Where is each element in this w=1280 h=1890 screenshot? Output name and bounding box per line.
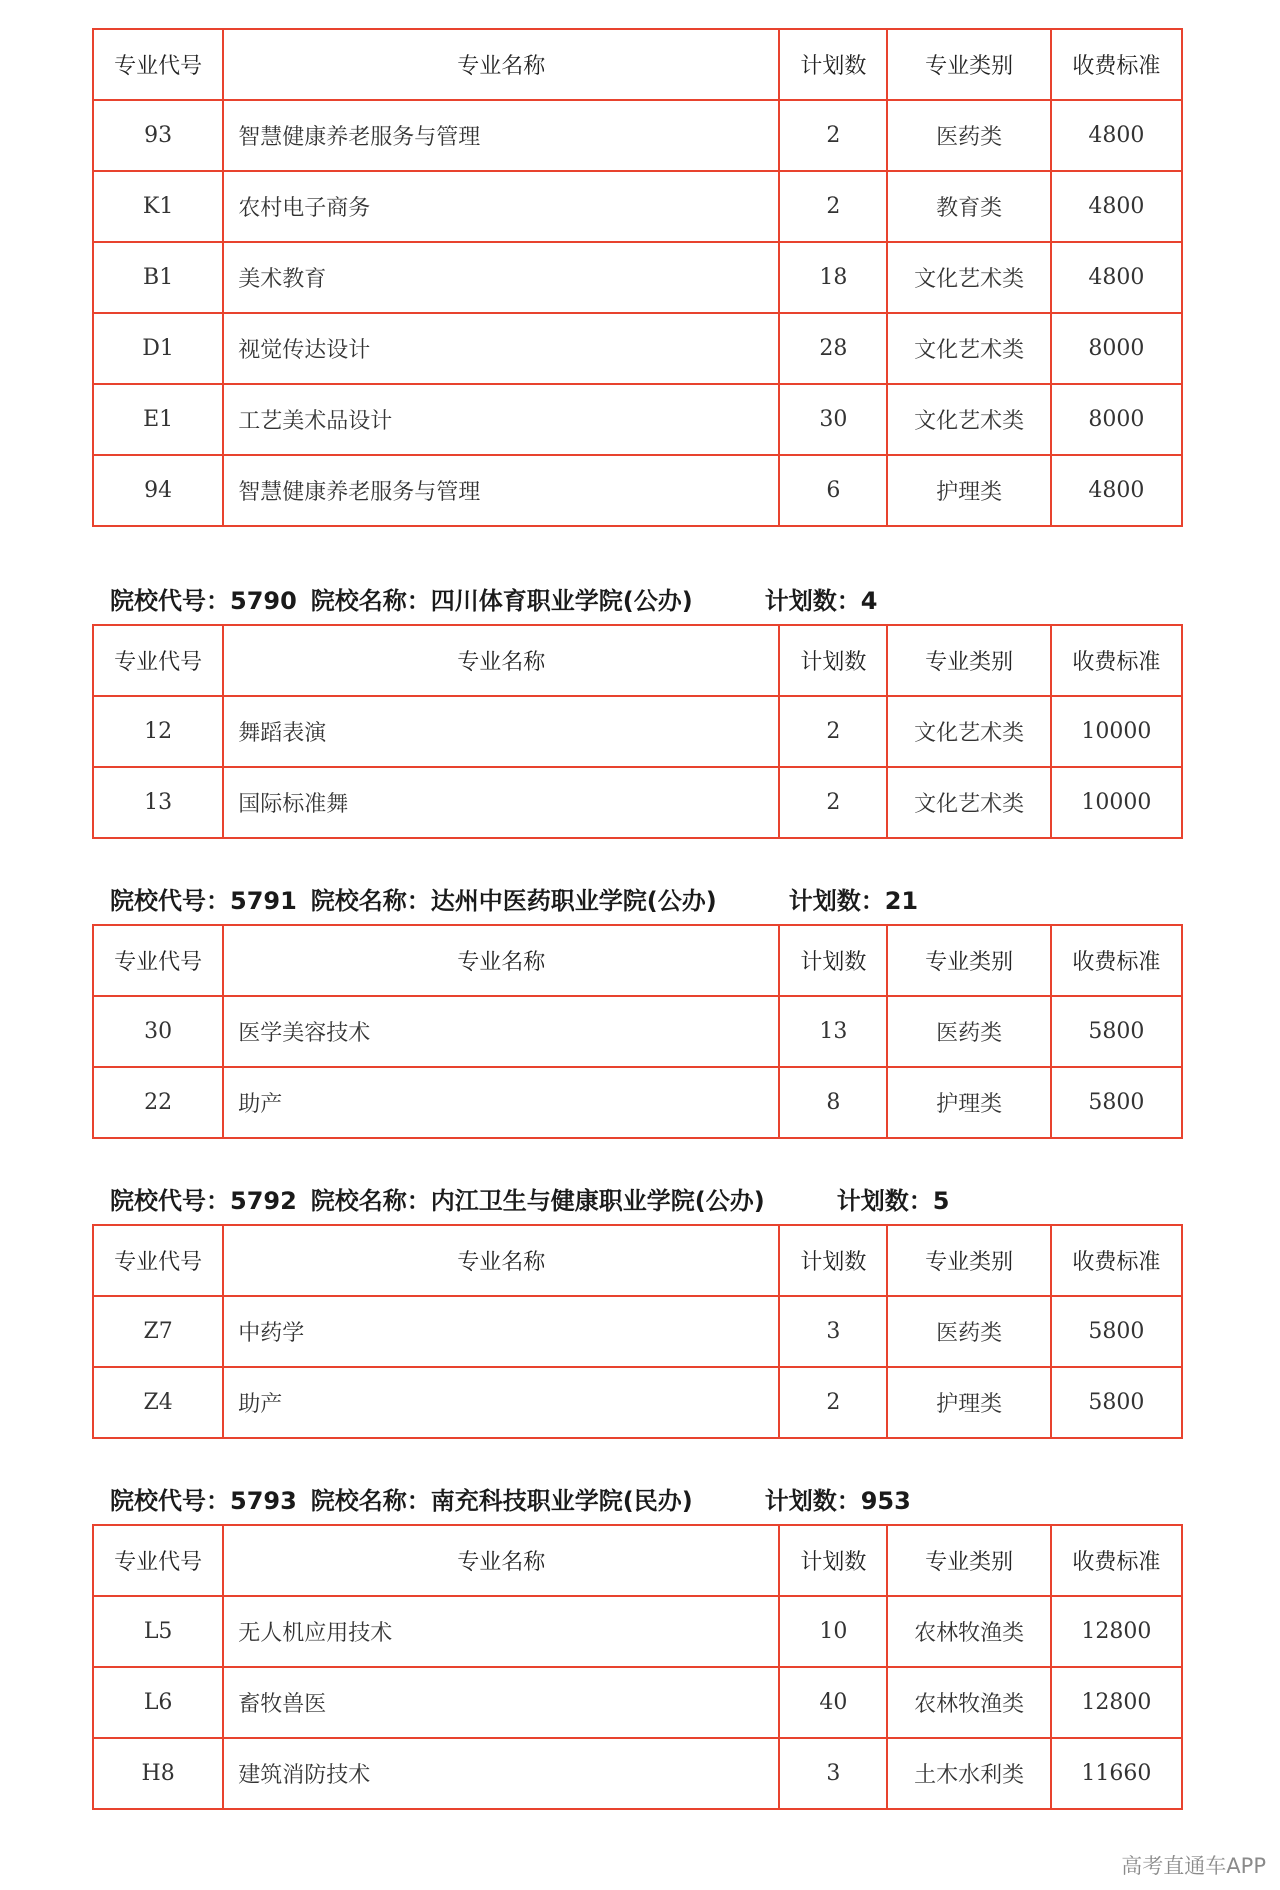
table-row (93, 1067, 1182, 1138)
institution-header-5791 (110, 883, 918, 919)
cell-plan: 3 (779, 1738, 887, 1809)
institution-header-5793 (110, 1483, 911, 1519)
table-row (93, 1596, 1182, 1667)
cell-category: 教育类 (887, 171, 1050, 242)
table-row (93, 696, 1182, 767)
header-category: 专业类别 (887, 29, 1050, 100)
cell-code: L5 (93, 1596, 223, 1667)
cell-code: B1 (93, 242, 223, 313)
cell-name: 中药学 (223, 1296, 779, 1367)
cell-fee: 10000 (1051, 767, 1182, 838)
cell-category: 医药类 (887, 996, 1050, 1067)
majors-table-5791 (92, 924, 1183, 1139)
cell-category: 土木水利类 (887, 1738, 1050, 1809)
header-code: 专业代号 (93, 625, 223, 696)
cell-code: H8 (93, 1738, 223, 1809)
header-code: 专业代号 (93, 1525, 223, 1596)
cell-name: 建筑消防技术 (223, 1738, 779, 1809)
cell-plan: 3 (779, 1296, 887, 1367)
cell-code: 30 (93, 996, 223, 1067)
cell-plan: 2 (779, 767, 887, 838)
cell-plan: 2 (779, 696, 887, 767)
cell-fee: 12800 (1051, 1667, 1182, 1738)
cell-fee: 5800 (1051, 996, 1182, 1067)
table-row (93, 996, 1182, 1067)
cell-code: 94 (93, 455, 223, 526)
majors-table-5790 (92, 624, 1183, 839)
header-fee: 收费标准 (1051, 925, 1182, 996)
header-fee: 收费标准 (1051, 29, 1182, 100)
majors-table-5792 (92, 1224, 1183, 1439)
header-fee: 收费标准 (1051, 1525, 1182, 1596)
institution-plan: 计划数：5 (836, 1187, 950, 1215)
cell-code: L6 (93, 1667, 223, 1738)
cell-fee: 4800 (1051, 455, 1182, 526)
cell-name: 助产 (223, 1367, 779, 1438)
institution-plan: 计划数：21 (788, 887, 919, 915)
cell-code: Z4 (93, 1367, 223, 1438)
header-category: 专业类别 (887, 625, 1050, 696)
institution-code: 院校代号：5793 (110, 1487, 297, 1515)
cell-name: 农村电子商务 (223, 171, 779, 242)
header-plan: 计划数 (779, 1225, 887, 1296)
cell-category: 文化艺术类 (887, 242, 1050, 313)
cell-category: 文化艺术类 (887, 384, 1050, 455)
table-header-row (93, 29, 1182, 100)
cell-plan: 40 (779, 1667, 887, 1738)
institution-code: 院校代号：5790 (110, 587, 297, 615)
cell-name: 工艺美术品设计 (223, 384, 779, 455)
header-category: 专业类别 (887, 1225, 1050, 1296)
cell-name: 视觉传达设计 (223, 313, 779, 384)
cell-plan: 28 (779, 313, 887, 384)
table-header-row (93, 925, 1182, 996)
cell-name: 美术教育 (223, 242, 779, 313)
cell-plan: 30 (779, 384, 887, 455)
cell-category: 护理类 (887, 1367, 1050, 1438)
institution-header-5790 (110, 583, 877, 619)
cell-category: 护理类 (887, 455, 1050, 526)
cell-code: D1 (93, 313, 223, 384)
cell-name: 助产 (223, 1067, 779, 1138)
majors-table-5793 (92, 1524, 1183, 1810)
table-row (93, 1367, 1182, 1438)
cell-fee: 5800 (1051, 1296, 1182, 1367)
cell-plan: 6 (779, 455, 887, 526)
cell-name: 国际标准舞 (223, 767, 779, 838)
header-name: 专业名称 (223, 1525, 779, 1596)
cell-category: 医药类 (887, 100, 1050, 171)
cell-fee: 8000 (1051, 313, 1182, 384)
header-plan: 计划数 (779, 625, 887, 696)
header-name: 专业名称 (223, 925, 779, 996)
cell-fee: 12800 (1051, 1596, 1182, 1667)
cell-name: 智慧健康养老服务与管理 (223, 100, 779, 171)
cell-category: 农林牧渔类 (887, 1667, 1050, 1738)
cell-category: 医药类 (887, 1296, 1050, 1367)
header-code: 专业代号 (93, 29, 223, 100)
cell-code: Z7 (93, 1296, 223, 1367)
institution-name: 院校名称：南充科技职业学院(民办) (310, 1487, 693, 1515)
institution-header-5792 (110, 1183, 949, 1219)
cell-fee: 11660 (1051, 1738, 1182, 1809)
table-row (93, 313, 1182, 384)
header-name: 专业名称 (223, 1225, 779, 1296)
header-plan: 计划数 (779, 925, 887, 996)
cell-plan: 13 (779, 996, 887, 1067)
cell-fee: 8000 (1051, 384, 1182, 455)
cell-plan: 2 (779, 171, 887, 242)
cell-name: 畜牧兽医 (223, 1667, 779, 1738)
cell-name: 医学美容技术 (223, 996, 779, 1067)
table-row (93, 767, 1182, 838)
header-code: 专业代号 (93, 1225, 223, 1296)
header-plan: 计划数 (779, 29, 887, 100)
header-category: 专业类别 (887, 925, 1050, 996)
cell-category: 文化艺术类 (887, 696, 1050, 767)
cell-plan: 18 (779, 242, 887, 313)
institution-plan: 计划数：953 (764, 1487, 911, 1515)
watermark: 高考直通车APP (1121, 1854, 1266, 1878)
header-name: 专业名称 (223, 29, 779, 100)
header-category: 专业类别 (887, 1525, 1050, 1596)
cell-category: 护理类 (887, 1067, 1050, 1138)
cell-plan: 8 (779, 1067, 887, 1138)
institution-name: 院校名称：四川体育职业学院(公办) (310, 587, 693, 615)
header-plan: 计划数 (779, 1525, 887, 1596)
cell-code: 93 (93, 100, 223, 171)
cell-category: 文化艺术类 (887, 313, 1050, 384)
table-header-row (93, 625, 1182, 696)
table-row (93, 171, 1182, 242)
cell-fee: 5800 (1051, 1067, 1182, 1138)
cell-fee: 10000 (1051, 696, 1182, 767)
table-row (93, 100, 1182, 171)
cell-name: 无人机应用技术 (223, 1596, 779, 1667)
cell-name: 智慧健康养老服务与管理 (223, 455, 779, 526)
cell-fee: 4800 (1051, 100, 1182, 171)
cell-code: 12 (93, 696, 223, 767)
table-header-row (93, 1225, 1182, 1296)
institution-name: 院校名称：内江卫生与健康职业学院(公办) (310, 1187, 765, 1215)
cell-plan: 2 (779, 1367, 887, 1438)
cell-code: 13 (93, 767, 223, 838)
header-name: 专业名称 (223, 625, 779, 696)
cell-category: 文化艺术类 (887, 767, 1050, 838)
cell-plan: 10 (779, 1596, 887, 1667)
institution-plan: 计划数：4 (764, 587, 878, 615)
cell-name: 舞蹈表演 (223, 696, 779, 767)
institution-name: 院校名称：达州中医药职业学院(公办) (310, 887, 717, 915)
cell-code: E1 (93, 384, 223, 455)
cell-code: 22 (93, 1067, 223, 1138)
table-header-row (93, 1525, 1182, 1596)
table-row (93, 1738, 1182, 1809)
table-row (93, 1296, 1182, 1367)
header-code: 专业代号 (93, 925, 223, 996)
table-row (93, 384, 1182, 455)
majors-table-continued (92, 28, 1183, 527)
table-row (93, 455, 1182, 526)
table-row (93, 1667, 1182, 1738)
institution-code: 院校代号：5792 (110, 1187, 297, 1215)
cell-fee: 5800 (1051, 1367, 1182, 1438)
cell-category: 农林牧渔类 (887, 1596, 1050, 1667)
institution-code: 院校代号：5791 (110, 887, 297, 915)
cell-fee: 4800 (1051, 171, 1182, 242)
table-row (93, 242, 1182, 313)
cell-code: K1 (93, 171, 223, 242)
header-fee: 收费标准 (1051, 1225, 1182, 1296)
cell-plan: 2 (779, 100, 887, 171)
header-fee: 收费标准 (1051, 625, 1182, 696)
cell-fee: 4800 (1051, 242, 1182, 313)
